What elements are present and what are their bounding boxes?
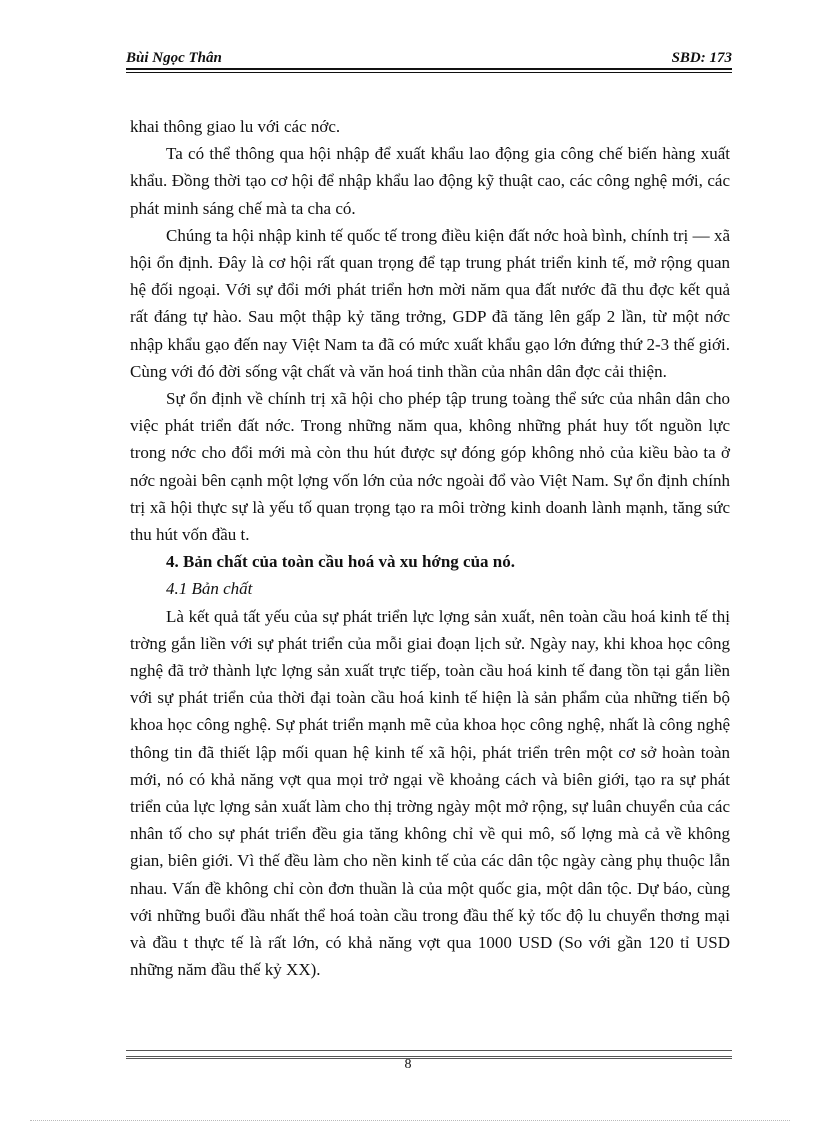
page-bottom-border	[30, 1120, 790, 1121]
document-body	[130, 113, 730, 984]
subsection-heading: 4.1 Bản chất	[166, 579, 253, 599]
paragraph: Sự ổn định về chính trị xã hội cho phép tập trung toàng thể sức của nhân dân cho việc phát triển đất nớc. Trong những năm qua, không những phát huy tốt nguồn lực trong nớc cho đổi mới mà còn thu hút được sự đóng góp không nhỏ của kiều bào ta ở nớc ngoài bên cạnh một lợng vốn lớn của nớc ngoài đổ vào Việt Nam. Sự ổn định chính trị xã hội thực sự là yếu tố quan trọng tạo ra môi trờng kinh doanh lành mạnh, tăng sức thu hút vốn đầu t.	[130, 389, 730, 545]
header-student-id: SBD: 173	[671, 50, 732, 66]
paragraph-continuation: khai thông giao lu với các nớc.	[130, 117, 341, 136]
paragraph: Chúng ta hội nhập kinh tế quốc tế trong điều kiện đất nớc hoà bình, chính trị — xã hội ổn định. Đây là cơ hội rất quan trọng để tạp trung phát triển kinh tế, mở rộng quan hệ đối ngoại. Với sự đổi mới phát triển hơn mời năm qua đất nước đã thu đợc kết quả rất đáng tự hào. Sau một thập kỷ tăng trởng, GDP đã tăng lên gấp 2 lần, từ một nớc nhập khẩu gạo đến nay Việt Nam ta đã có mức xuất khẩu gạo lớn đứng thứ 2-3 thế giới. Cùng với đó đời sống vật chất và văn hoá tinh thần của nhân dân đợc cải thiện.	[130, 225, 730, 381]
section-heading: 4. Bản chất của toàn cầu hoá và xu hớng của nó.	[166, 552, 516, 572]
paragraph: Ta có thể thông qua hội nhập để xuất khẩu lao động gia công chế biến hàng xuất khẩu. Đồng thời tạo cơ hội để nhập khẩu lao động kỹ thuật cao, các công nghệ mới, các phát minh sáng chế mà ta cha có.	[130, 144, 730, 218]
header-rule	[126, 68, 732, 73]
header-author: Bùi Ngọc Thân	[126, 50, 222, 66]
paragraph: Là kết quả tất yếu của sự phát triển lực lợng sản xuất, nên toàn cầu hoá kinh tế thị trờng gắn liền với sự phát triển của mỗi giai đoạn lịch sử. Ngày nay, khi khoa học công nghệ đã trở thành lực lợng sản xuất trực tiếp, toàn cầu hoá kinh tế đang tồn tại gắn liền với sự phát triển của thời đại toàn cầu hoá kinh tế hiện là sản phẩm của những tiến bộ khoa học công nghệ. Sự phát triển mạnh mẽ của khoa học công nghệ, nhất là công nghệ thông tin đã thiết lập mối quan hệ kinh tế xã hội, phát triển trên một cơ sở hoàn toàn mới, nó có khả năng vợt qua mọi trở ngại về khoảng cách và biên giới, tạo ra sự phát triển của lực lợng sản xuất làm cho thị trờng ngày một mở rộng, sự luân chuyển của các nhân tố cho sự phát triển đều gia tăng không chỉ về qui mô, số lợng mà cả về không gian, biên giới. Vì thế đều làm cho nền kinh tế của các dân tộc ngày càng phụ thuộc lẫn nhau. Vấn đề không chỉ còn đơn thuần là của một quốc gia, một dân tộc. Dự báo, cùng với những buổi đầu nhất thể hoá toàn cầu trong đầu thế kỷ tốc độ lu chuyển thơng mại và đầu t thực tế là rất lớn, có khả năng vợt qua 1000 USD (So với gần 120 tỉ USD những năm đầu thế kỷ XX).	[130, 606, 730, 980]
page-header	[126, 46, 732, 68]
page-number: 8	[404, 1057, 412, 1072]
